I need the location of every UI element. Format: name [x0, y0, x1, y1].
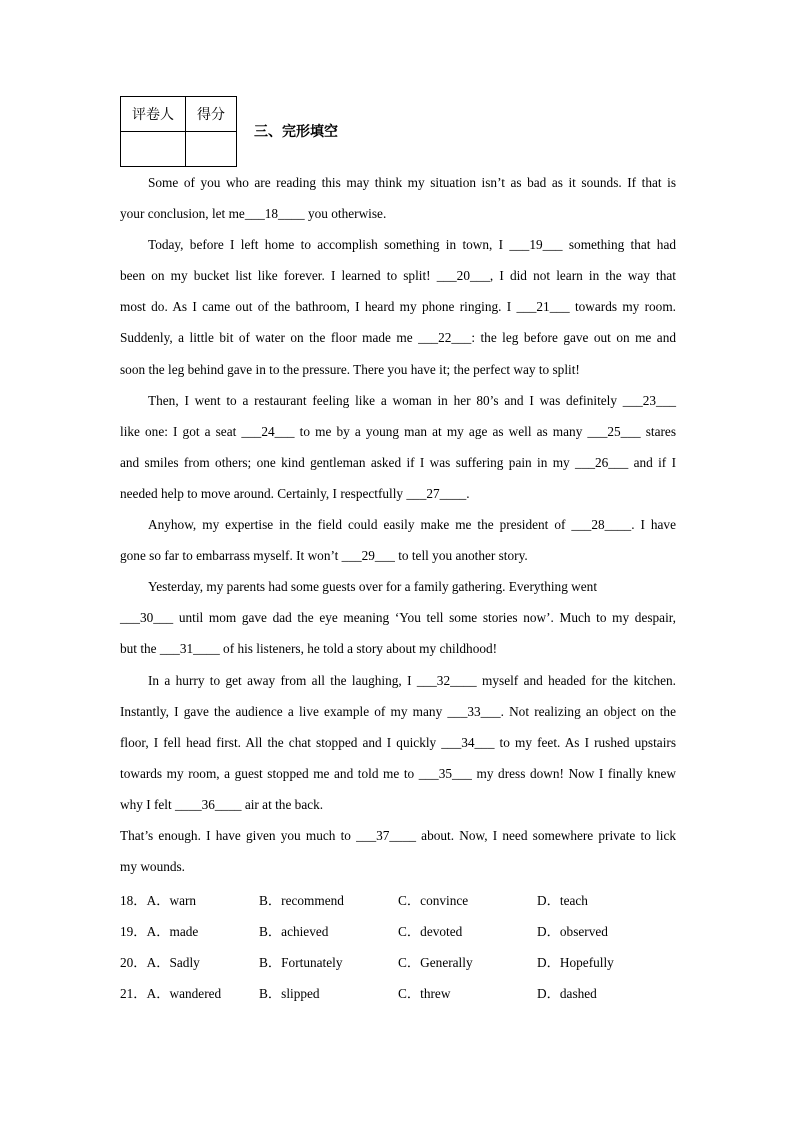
passage-line: Instantly, I gave the audience a live example of my many ___33___. Not realizing an object on the: [120, 703, 676, 719]
option-choice[interactable]: B．Fortunately: [259, 955, 343, 970]
passage-line: gone so far to embarrass myself. It won’t ___29___ to tell you another story.: [120, 548, 528, 564]
option-choice[interactable]: C．Generally: [398, 955, 473, 970]
score-header: 得分: [186, 97, 237, 132]
passage-line: been on my bucket list like forever. I learned to split! ___20___, I did not learn in the way that: [120, 268, 676, 284]
option-choice[interactable]: B．recommend: [259, 893, 344, 908]
option-choice[interactable]: 20．A．Sadly: [120, 955, 200, 970]
option-choice[interactable]: 21．A．wandered: [120, 986, 222, 1001]
passage-line: floor, I fell head first. All the chat stopped and I quickly ___34___ to my feet. As I rushed upstairs: [120, 734, 676, 750]
passage-line: why I felt ____36____ air at the back.: [120, 796, 324, 812]
passage-line: towards my room, a guest stopped me and told me to ___35___ my dress down! Now I finally knew: [120, 765, 676, 781]
passage-line: ___30___ until mom gave dad the eye meaning ‘You tell some stories now’. Much to my despair,: [120, 610, 676, 626]
passage-line: That’s enough. I have given you much to ___37____ about. Now, I need somewhere private to lick: [120, 827, 676, 843]
option-row: [120, 952, 720, 983]
passage-line: In a hurry to get away from all the laughing, I ___32____ myself and headed for the kitchen.: [148, 672, 676, 688]
option-row: [120, 890, 720, 921]
option-choice[interactable]: C．threw: [398, 986, 451, 1001]
passage-line: like one: I got a seat ___24___ to me by a young man at my age as well as many ___25___ stares: [120, 423, 676, 439]
option-choice[interactable]: D．teach: [537, 893, 588, 908]
score-table: [120, 96, 237, 167]
passage-line: and smiles from others; one kind gentleman asked if I was suffering pain in my ___26___ and if I: [120, 454, 676, 470]
passage-line: Yesterday, my parents had some guests over for a family gathering. Everything went: [148, 579, 598, 595]
passage-line: Then, I went to a restaurant feeling like a woman in her 80’s and I was definitely ___23___: [148, 392, 676, 408]
section-title: 三、完形填空: [254, 124, 338, 140]
reviewer-cell: [121, 132, 186, 167]
option-choice[interactable]: C．convince: [398, 893, 469, 908]
cloze-passage: [120, 172, 676, 887]
options-list: [120, 890, 720, 1014]
passage-line: your conclusion, let me___18____ you otherwise.: [120, 206, 387, 222]
option-choice[interactable]: 18．A．warn: [120, 893, 197, 908]
passage-line: needed help to move around. Certainly, I respectfully ___27____.: [120, 485, 470, 501]
option-choice[interactable]: D．Hopefully: [537, 955, 614, 970]
score-cell: [186, 132, 237, 167]
option-choice[interactable]: D．dashed: [537, 986, 597, 1001]
passage-line: but the ___31____ of his listeners, he told a story about my childhood!: [120, 641, 498, 657]
option-choice[interactable]: 19．A．made: [120, 924, 199, 939]
passage-line: soon the leg behind gave in to the pressure. There you have it; the perfect way to split!: [120, 361, 580, 377]
option-row: [120, 921, 720, 952]
passage-line: my wounds.: [120, 859, 186, 875]
option-choice[interactable]: D．observed: [537, 924, 608, 939]
reviewer-header: 评卷人: [121, 97, 186, 132]
passage-line: Anyhow, my expertise in the field could easily make me the president of ___28____. I have: [148, 517, 676, 533]
option-choice[interactable]: C．devoted: [398, 924, 463, 939]
passage-line: Some of you who are reading this may think my situation isn’t as bad as it sounds. If that is: [148, 175, 676, 190]
passage-line: Today, before I left home to accomplish something in town, I ___19___ something that had: [148, 237, 676, 253]
option-choice[interactable]: B．achieved: [259, 924, 329, 939]
passage-line: most do. As I came out of the bathroom, I heard my phone ringing. I ___21___ towards my room.: [120, 299, 676, 315]
option-choice[interactable]: B．slipped: [259, 986, 320, 1001]
option-row: [120, 983, 720, 1014]
passage-line: Suddenly, a little bit of water on the floor made me ___22___: the leg before gave out on me and: [120, 330, 676, 346]
